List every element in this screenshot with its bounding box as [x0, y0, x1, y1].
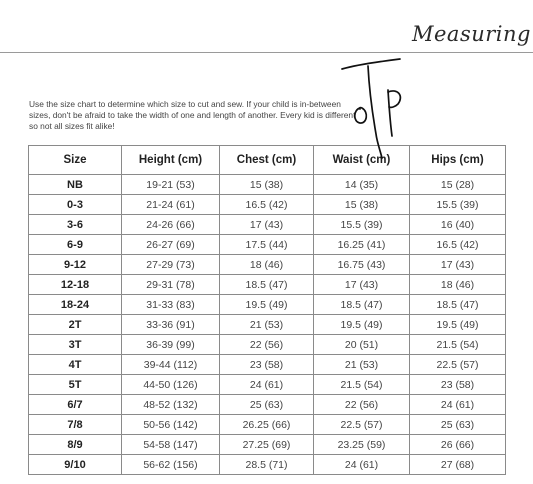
cell-waist: 15.5 (39) — [314, 215, 410, 235]
cell-height: 50-56 (142) — [122, 415, 220, 435]
cell-height: 24-26 (66) — [122, 215, 220, 235]
cell-height: 44-50 (126) — [122, 375, 220, 395]
cell-height: 54-58 (147) — [122, 435, 220, 455]
cell-waist: 14 (35) — [314, 175, 410, 195]
handwritten-annotation — [340, 56, 410, 166]
cell-height: 26-27 (69) — [122, 235, 220, 255]
table-row — [29, 275, 506, 295]
cell-hips: 21.5 (54) — [410, 335, 506, 355]
cell-size: 4T — [29, 355, 122, 375]
cell-hips: 26 (66) — [410, 435, 506, 455]
cell-size: 3-6 — [29, 215, 122, 235]
table-row — [29, 195, 506, 215]
table-row — [29, 315, 506, 335]
cell-chest: 17.5 (44) — [220, 235, 314, 255]
cell-height: 27-29 (73) — [122, 255, 220, 275]
cell-hips: 15 (28) — [410, 175, 506, 195]
cell-chest: 18 (46) — [220, 255, 314, 275]
cell-hips: 27 (68) — [410, 455, 506, 475]
cell-size: 7/8 — [29, 415, 122, 435]
table-row — [29, 335, 506, 355]
table-row — [29, 235, 506, 255]
cell-waist: 17 (43) — [314, 275, 410, 295]
table-row — [29, 395, 506, 415]
cell-chest: 26.25 (66) — [220, 415, 314, 435]
cell-waist: 15 (38) — [314, 195, 410, 215]
cell-size: 6-9 — [29, 235, 122, 255]
table-row — [29, 375, 506, 395]
cell-waist: 22.5 (57) — [314, 415, 410, 435]
cell-height: 19-21 (53) — [122, 175, 220, 195]
cell-hips: 16.5 (42) — [410, 235, 506, 255]
cell-size: 5T — [29, 375, 122, 395]
table-row — [29, 455, 506, 475]
cell-height: 48-52 (132) — [122, 395, 220, 415]
cell-chest: 23 (58) — [220, 355, 314, 375]
cell-hips: 25 (63) — [410, 415, 506, 435]
cell-chest: 16.5 (42) — [220, 195, 314, 215]
cell-size: 9/10 — [29, 455, 122, 475]
column-header-waist: Waist (cm) — [314, 146, 410, 175]
table-row — [29, 215, 506, 235]
cell-waist: 21.5 (54) — [314, 375, 410, 395]
header-divider — [0, 52, 533, 53]
cell-hips: 18.5 (47) — [410, 295, 506, 315]
page-heading: Measuring — [412, 22, 531, 46]
cell-chest: 24 (61) — [220, 375, 314, 395]
cell-chest: 25 (63) — [220, 395, 314, 415]
cell-chest: 28.5 (71) — [220, 455, 314, 475]
cell-height: 36-39 (99) — [122, 335, 220, 355]
table-header-row — [29, 146, 506, 175]
table-row — [29, 255, 506, 275]
cell-waist: 19.5 (49) — [314, 315, 410, 335]
cell-height: 39-44 (112) — [122, 355, 220, 375]
cell-hips: 23 (58) — [410, 375, 506, 395]
table-row — [29, 175, 506, 195]
handwritten-top-drawing — [340, 56, 410, 166]
cell-waist: 18.5 (47) — [314, 295, 410, 315]
cell-height: 29-31 (78) — [122, 275, 220, 295]
cell-hips: 22.5 (57) — [410, 355, 506, 375]
intro-paragraph — [29, 99, 359, 132]
cell-size: 18-24 — [29, 295, 122, 315]
cell-size: 9-12 — [29, 255, 122, 275]
cell-waist: 24 (61) — [314, 455, 410, 475]
cell-size: 0-3 — [29, 195, 122, 215]
cell-hips: 15.5 (39) — [410, 195, 506, 215]
cell-chest: 19.5 (49) — [220, 295, 314, 315]
cell-hips: 19.5 (49) — [410, 315, 506, 335]
cell-waist: 22 (56) — [314, 395, 410, 415]
column-header-hips: Hips (cm) — [410, 146, 506, 175]
table-row — [29, 295, 506, 315]
cell-size: 2T — [29, 315, 122, 335]
cell-chest: 18.5 (47) — [220, 275, 314, 295]
cell-chest: 21 (53) — [220, 315, 314, 335]
intro-text: Use the size chart to determine which size to cut and sew. If your child is in-between sizes, don't be afraid to take the width of one and length of another. Every kid is different so not all sizes fit alike! — [29, 99, 356, 131]
cell-chest: 27.25 (69) — [220, 435, 314, 455]
cell-waist: 16.75 (43) — [314, 255, 410, 275]
column-header-size: Size — [29, 146, 122, 175]
cell-chest: 17 (43) — [220, 215, 314, 235]
cell-chest: 15 (38) — [220, 175, 314, 195]
cell-waist: 21 (53) — [314, 355, 410, 375]
table-row — [29, 415, 506, 435]
cell-waist: 23.25 (59) — [314, 435, 410, 455]
cell-height: 33-36 (91) — [122, 315, 220, 335]
cell-size: 6/7 — [29, 395, 122, 415]
cell-height: 31-33 (83) — [122, 295, 220, 315]
cell-height: 56-62 (156) — [122, 455, 220, 475]
cell-hips: 18 (46) — [410, 275, 506, 295]
cell-height: 21-24 (61) — [122, 195, 220, 215]
cell-waist: 20 (51) — [314, 335, 410, 355]
column-header-chest: Chest (cm) — [220, 146, 314, 175]
table-row — [29, 435, 506, 455]
cell-chest: 22 (56) — [220, 335, 314, 355]
cell-hips: 16 (40) — [410, 215, 506, 235]
table-body — [29, 175, 506, 475]
cell-waist: 16.25 (41) — [314, 235, 410, 255]
cell-size: 3T — [29, 335, 122, 355]
cell-size: NB — [29, 175, 122, 195]
cell-size: 12-18 — [29, 275, 122, 295]
column-header-height: Height (cm) — [122, 146, 220, 175]
cell-size: 8/9 — [29, 435, 122, 455]
cell-hips: 24 (61) — [410, 395, 506, 415]
cell-hips: 17 (43) — [410, 255, 506, 275]
table-row — [29, 355, 506, 375]
size-chart-table — [28, 145, 506, 475]
